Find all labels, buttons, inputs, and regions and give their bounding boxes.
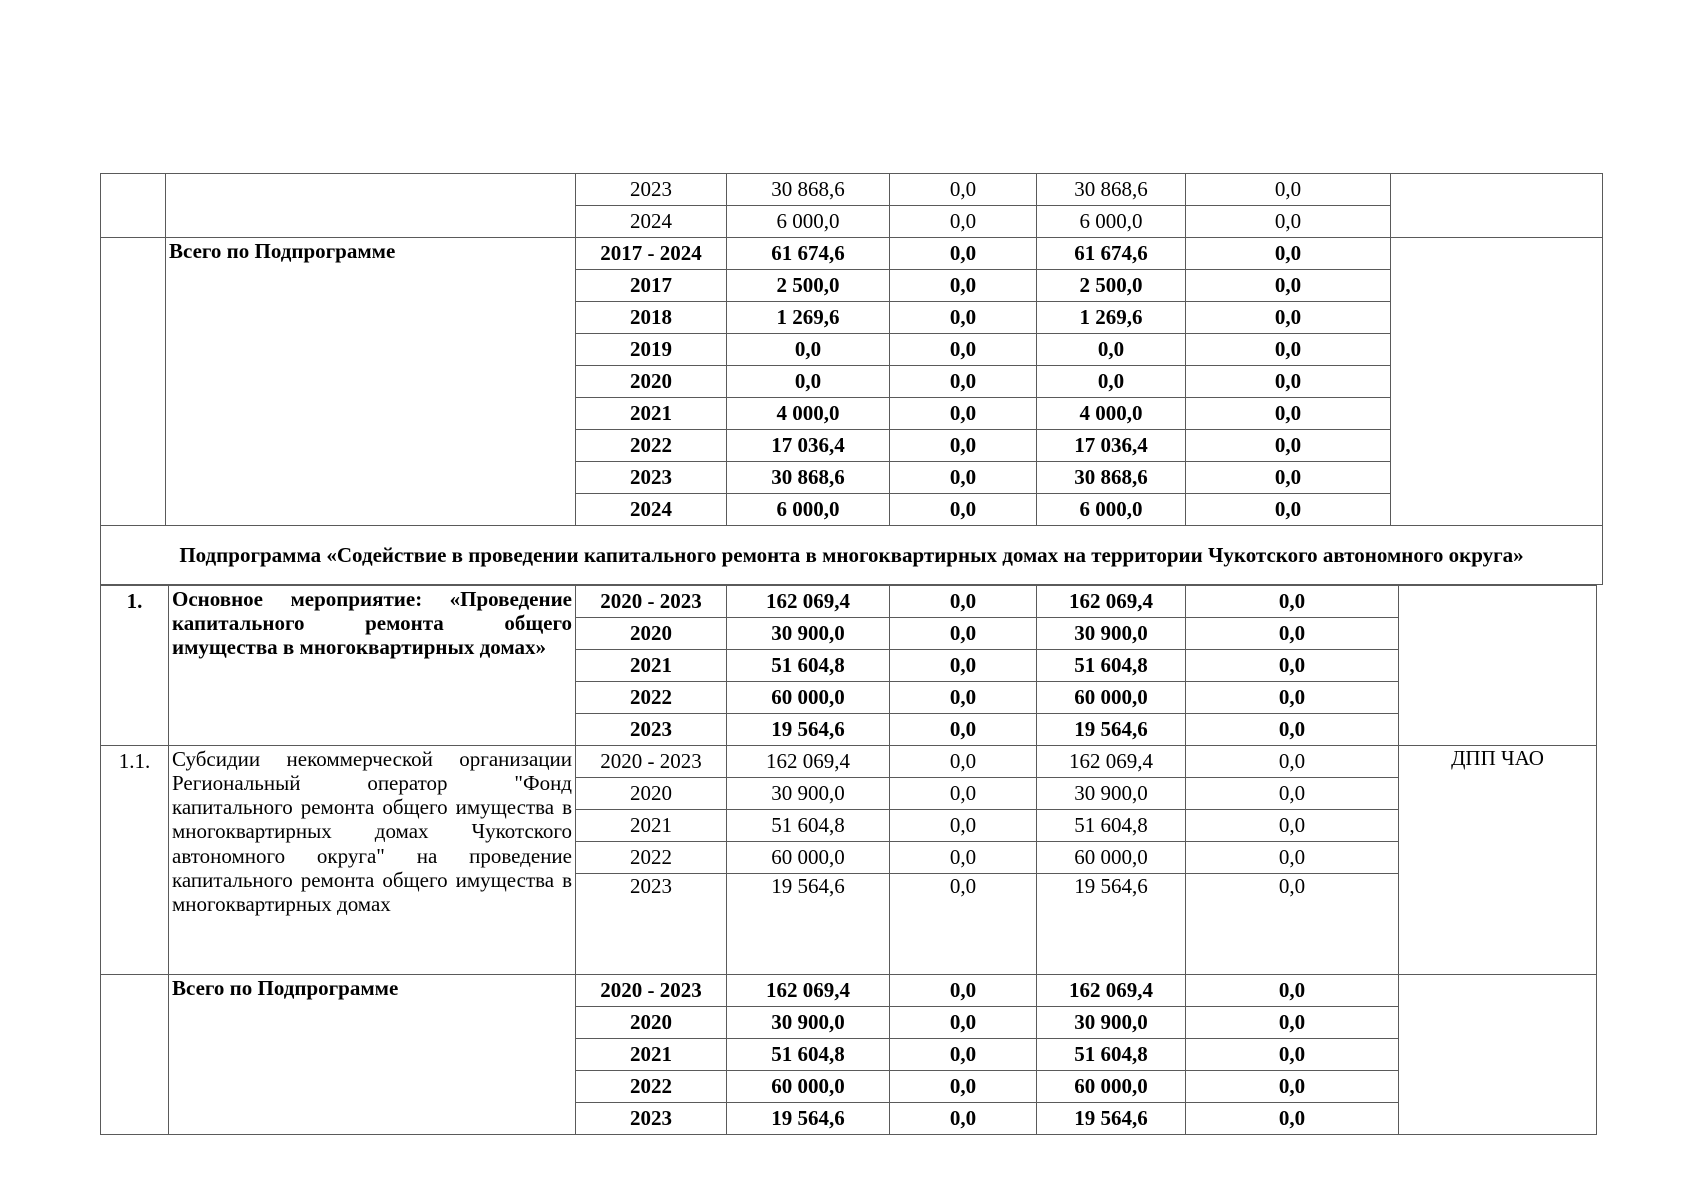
- regional-cell: 0,0: [1037, 334, 1186, 366]
- total-cell: 51 604,8: [727, 810, 890, 842]
- regional-cell: 30 900,0: [1037, 618, 1186, 650]
- year-cell: 2023: [576, 714, 727, 746]
- executor-cell: [1399, 586, 1597, 746]
- executor-cell: ДПП ЧАО: [1399, 746, 1597, 975]
- federal-cell: 0,0: [890, 238, 1037, 270]
- year-cell: 2024: [576, 494, 727, 526]
- other-cell: 0,0: [1186, 270, 1391, 302]
- other-cell: 0,0: [1186, 398, 1391, 430]
- year-cell: 2021: [576, 398, 727, 430]
- regional-cell: 30 868,6: [1037, 462, 1186, 494]
- other-cell: 0,0: [1186, 714, 1399, 746]
- total-cell: 30 868,6: [727, 174, 890, 206]
- year-cell: 2020: [576, 618, 727, 650]
- regional-cell: 60 000,0: [1037, 842, 1186, 874]
- federal-cell: 0,0: [890, 778, 1037, 810]
- year-cell: 2023: [576, 874, 727, 975]
- other-cell: 0,0: [1186, 874, 1399, 975]
- total-cell: 60 000,0: [727, 1071, 890, 1103]
- total-cell: 30 868,6: [727, 462, 890, 494]
- total-cell: 2 500,0: [727, 270, 890, 302]
- regional-cell: 4 000,0: [1037, 398, 1186, 430]
- federal-cell: 0,0: [890, 430, 1037, 462]
- other-cell: 0,0: [1186, 238, 1391, 270]
- table-row: [101, 174, 1603, 206]
- year-cell: 2022: [576, 842, 727, 874]
- federal-cell: 0,0: [890, 650, 1037, 682]
- other-cell: 0,0: [1186, 1071, 1399, 1103]
- regional-cell: 6 000,0: [1037, 494, 1186, 526]
- total-cell: 4 000,0: [727, 398, 890, 430]
- total-cell: 51 604,8: [727, 1039, 890, 1071]
- other-cell: 0,0: [1186, 1039, 1399, 1071]
- federal-cell: 0,0: [890, 462, 1037, 494]
- federal-cell: 0,0: [890, 1103, 1037, 1135]
- other-cell: 0,0: [1186, 462, 1391, 494]
- federal-cell: 0,0: [890, 494, 1037, 526]
- year-cell: 2023: [576, 462, 727, 494]
- section-header-row: [101, 526, 1603, 585]
- total-cell: 162 069,4: [727, 746, 890, 778]
- regional-cell: 60 000,0: [1037, 682, 1186, 714]
- table-row: [101, 746, 1597, 778]
- year-cell: 2020 - 2023: [576, 586, 727, 618]
- other-cell: 0,0: [1186, 1007, 1399, 1039]
- federal-cell: 0,0: [890, 1039, 1037, 1071]
- other-cell: 0,0: [1186, 682, 1399, 714]
- activity-name: Основное мероприятие: «Проведение капитального ремонта общего имущества в многоквартирных домах»: [169, 586, 576, 746]
- regional-cell: 162 069,4: [1037, 975, 1186, 1007]
- regional-cell: 51 604,8: [1037, 1039, 1186, 1071]
- federal-cell: 0,0: [890, 746, 1037, 778]
- executor-cell: [1391, 238, 1603, 526]
- regional-cell: 17 036,4: [1037, 430, 1186, 462]
- year-cell: 2019: [576, 334, 727, 366]
- activity-name: Субсидии некоммерческой организации Региональный оператор "Фонд капитального ремонта общего имущества в многоквартирных домах Чукотского автономного округа" на проведение капитального ремонта общего имущества в многоквартирных домах: [169, 746, 576, 975]
- year-cell: 2021: [576, 810, 727, 842]
- total-cell: 6 000,0: [727, 206, 890, 238]
- year-cell: 2023: [576, 174, 727, 206]
- total-cell: 19 564,6: [727, 1103, 890, 1135]
- federal-cell: 0,0: [890, 1007, 1037, 1039]
- federal-cell: 0,0: [890, 586, 1037, 618]
- regional-cell: 30 868,6: [1037, 174, 1186, 206]
- year-cell: 2022: [576, 430, 727, 462]
- year-cell: 2017: [576, 270, 727, 302]
- table-row: [101, 238, 1603, 270]
- federal-cell: 0,0: [890, 398, 1037, 430]
- regional-cell: 51 604,8: [1037, 810, 1186, 842]
- regional-cell: 30 900,0: [1037, 1007, 1186, 1039]
- total-cell: 30 900,0: [727, 618, 890, 650]
- federal-cell: 0,0: [890, 206, 1037, 238]
- total-cell: 0,0: [727, 334, 890, 366]
- federal-cell: 0,0: [890, 1071, 1037, 1103]
- regional-cell: 19 564,6: [1037, 1103, 1186, 1135]
- federal-cell: 0,0: [890, 174, 1037, 206]
- regional-cell: 2 500,0: [1037, 270, 1186, 302]
- total-cell: 6 000,0: [727, 494, 890, 526]
- federal-cell: 0,0: [890, 682, 1037, 714]
- total-cell: 17 036,4: [727, 430, 890, 462]
- other-cell: 0,0: [1186, 810, 1399, 842]
- regional-cell: 6 000,0: [1037, 206, 1186, 238]
- other-cell: 0,0: [1186, 430, 1391, 462]
- executor-cell: [1399, 975, 1597, 1135]
- total-cell: 1 269,6: [727, 302, 890, 334]
- year-cell: 2017 - 2024: [576, 238, 727, 270]
- num-cell: [101, 975, 169, 1135]
- year-cell: 2020 - 2023: [576, 975, 727, 1007]
- other-cell: 0,0: [1186, 778, 1399, 810]
- regional-cell: 0,0: [1037, 366, 1186, 398]
- other-cell: 0,0: [1186, 174, 1391, 206]
- other-cell: 0,0: [1186, 206, 1391, 238]
- regional-cell: 162 069,4: [1037, 746, 1186, 778]
- other-cell: 0,0: [1186, 618, 1399, 650]
- regional-cell: 51 604,8: [1037, 650, 1186, 682]
- year-cell: 2022: [576, 682, 727, 714]
- num-cell: [101, 238, 166, 526]
- federal-cell: 0,0: [890, 366, 1037, 398]
- federal-cell: 0,0: [890, 618, 1037, 650]
- total-cell: 19 564,6: [727, 714, 890, 746]
- year-cell: 2021: [576, 650, 727, 682]
- federal-cell: 0,0: [890, 874, 1037, 975]
- federal-cell: 0,0: [890, 842, 1037, 874]
- federal-cell: 0,0: [890, 810, 1037, 842]
- regional-cell: 30 900,0: [1037, 778, 1186, 810]
- activity-number: 1.: [101, 586, 169, 746]
- activity-number: 1.1.: [101, 746, 169, 975]
- total-cell: 0,0: [727, 366, 890, 398]
- regional-cell: 162 069,4: [1037, 586, 1186, 618]
- federal-cell: 0,0: [890, 975, 1037, 1007]
- federal-cell: 0,0: [890, 270, 1037, 302]
- finance-table-upper: [100, 173, 1603, 585]
- other-cell: 0,0: [1186, 302, 1391, 334]
- year-cell: 2020: [576, 778, 727, 810]
- other-cell: 0,0: [1186, 334, 1391, 366]
- table-row: [101, 975, 1597, 1007]
- total-cell: 19 564,6: [727, 874, 890, 975]
- year-cell: 2024: [576, 206, 727, 238]
- year-cell: 2020: [576, 366, 727, 398]
- other-cell: 0,0: [1186, 842, 1399, 874]
- total-cell: 60 000,0: [727, 682, 890, 714]
- subprogram-title: Подпрограмма «Содействие в проведении капитального ремонта в многоквартирных домах на территории Чукотского автономного округа»: [101, 526, 1603, 585]
- year-cell: 2020 - 2023: [576, 746, 727, 778]
- year-cell: 2018: [576, 302, 727, 334]
- total-cell: 51 604,8: [727, 650, 890, 682]
- subprogram-total-label: Всего по Подпрограмме: [169, 975, 576, 1135]
- federal-cell: 0,0: [890, 302, 1037, 334]
- regional-cell: 60 000,0: [1037, 1071, 1186, 1103]
- year-cell: 2021: [576, 1039, 727, 1071]
- total-cell: 30 900,0: [727, 1007, 890, 1039]
- finance-table-lower: [100, 585, 1597, 1135]
- other-cell: 0,0: [1186, 975, 1399, 1007]
- other-cell: 0,0: [1186, 494, 1391, 526]
- total-cell: 61 674,6: [727, 238, 890, 270]
- regional-cell: 1 269,6: [1037, 302, 1186, 334]
- executor-cell: [1391, 174, 1603, 238]
- total-cell: 162 069,4: [727, 586, 890, 618]
- regional-cell: 19 564,6: [1037, 874, 1186, 975]
- name-cell: [166, 174, 576, 238]
- total-cell: 60 000,0: [727, 842, 890, 874]
- total-cell: 162 069,4: [727, 975, 890, 1007]
- year-cell: 2020: [576, 1007, 727, 1039]
- table-row: [101, 586, 1597, 618]
- other-cell: 0,0: [1186, 1103, 1399, 1135]
- other-cell: 0,0: [1186, 746, 1399, 778]
- other-cell: 0,0: [1186, 366, 1391, 398]
- federal-cell: 0,0: [890, 334, 1037, 366]
- federal-cell: 0,0: [890, 714, 1037, 746]
- year-cell: 2022: [576, 1071, 727, 1103]
- other-cell: 0,0: [1186, 650, 1399, 682]
- regional-cell: 19 564,6: [1037, 714, 1186, 746]
- total-cell: 30 900,0: [727, 778, 890, 810]
- other-cell: 0,0: [1186, 586, 1399, 618]
- num-cell: [101, 174, 166, 238]
- year-cell: 2023: [576, 1103, 727, 1135]
- subprogram-total-label: Всего по Подпрограмме: [166, 238, 576, 526]
- regional-cell: 61 674,6: [1037, 238, 1186, 270]
